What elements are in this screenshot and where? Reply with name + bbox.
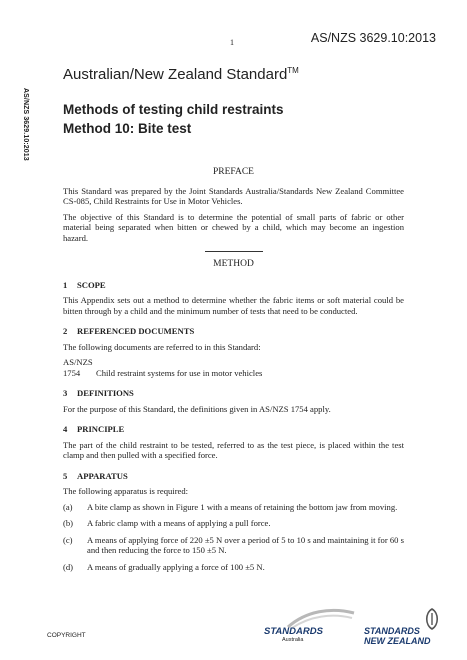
standard-name-text: Australian/New Zealand Standard (63, 66, 288, 83)
document-title (63, 100, 284, 138)
list-text: A fabric clamp with a means of applying a pull force. (87, 518, 271, 528)
page-number: 1 (230, 38, 234, 47)
reference-code: 1754 (63, 367, 81, 378)
method-heading: METHOD (213, 259, 254, 269)
preface-paragraph-1: This Standard was prepared by the Joint Standards Australia/Standards New Zealand Committee CS-085, Child Restraints for Use in Motor Vehicles. (63, 185, 404, 206)
list-item (63, 562, 404, 573)
section-title: SCOPE (77, 279, 106, 290)
standards-new-zealand-logo (364, 626, 431, 646)
divider (205, 251, 263, 252)
standards-australia-logo (264, 626, 323, 643)
list-label: (d) (63, 561, 74, 572)
standard-name (63, 66, 299, 83)
preface-paragraph-2: The objective of this Standard is to determine the potential of small parts of fabric or other material being separated when bitten or chewed by a child, which may become an ingestion hazard. (63, 211, 404, 243)
section-number: 3 (63, 388, 68, 398)
logo-sa-text: STANDARDS (264, 626, 323, 637)
section-title: PRINCIPLE (77, 424, 125, 434)
title-line-2: Method 10: Bite test (63, 121, 192, 136)
list-text: A means of applying force of 220 ±5 N over a period of 5 to 10 s and maintaining it for 60 s and then reducing the force to 150 ±5 N. (87, 534, 404, 555)
logo-nz-line-1: STANDARDS (364, 626, 420, 636)
section-heading-scope (63, 280, 404, 291)
reference-org: AS/NZS (63, 357, 93, 367)
section-title: REFERENCED DOCUMENTS (77, 326, 195, 336)
side-document-id: AS/NZS 3629.10:2013 (22, 88, 29, 161)
section-heading-principle (63, 424, 404, 435)
reference-title: Child restraint systems for use in motor vehicles (96, 367, 263, 378)
trademark: TM (287, 66, 299, 75)
section-number: 1 (63, 279, 68, 290)
section-number: 4 (63, 424, 68, 434)
list-text: A means of gradually applying a force of 100 ±5 N. (87, 561, 265, 572)
references-intro: The following documents are referred to in this Standard: (63, 341, 261, 352)
list-item (63, 535, 404, 556)
logo-nz-line-2: NEW ZEALAND (364, 636, 431, 646)
list-text: A bite clamp as shown in Figure 1 with a means of retaining the bottom jaw from moving. (87, 501, 398, 512)
definitions-text: For the purpose of this Standard, the definitions given in AS/NZS 1754 apply. (63, 403, 331, 414)
apparatus-intro: The following apparatus is required: (63, 486, 189, 496)
scope-text: This Appendix sets out a method to determine whether the fabric items or soft material could be bitten through by a child and the minimum number of tests that need to be conducted. (63, 295, 404, 316)
title-line-1: Methods of testing child restraints (63, 102, 284, 117)
section-number: 2 (63, 326, 68, 336)
copyright-notice: COPYRIGHT (47, 632, 86, 639)
section-heading-definitions (63, 388, 404, 399)
list-label: (c) (63, 534, 73, 545)
document-id: AS/NZS 3629.10:2013 (310, 31, 436, 45)
list-label: (a) (63, 501, 73, 512)
section-number: 5 (63, 470, 68, 481)
list-item (63, 502, 404, 513)
list-item (63, 518, 404, 529)
logo-sa-subtext: Australia (282, 637, 304, 643)
preface-heading: PREFACE (212, 167, 254, 177)
list-label: (b) (63, 518, 74, 528)
section-heading-referenced-documents (63, 326, 404, 337)
section-title: APPARATUS (77, 470, 128, 481)
section-heading-apparatus (63, 471, 404, 482)
document-body (63, 167, 404, 578)
principle-text: The part of the child restraint to be tested, referred to as the test piece, is placed within the test clamp and then pulled with a specified force. (63, 439, 404, 460)
reference-entry (63, 368, 404, 379)
section-title: DEFINITIONS (77, 388, 134, 398)
